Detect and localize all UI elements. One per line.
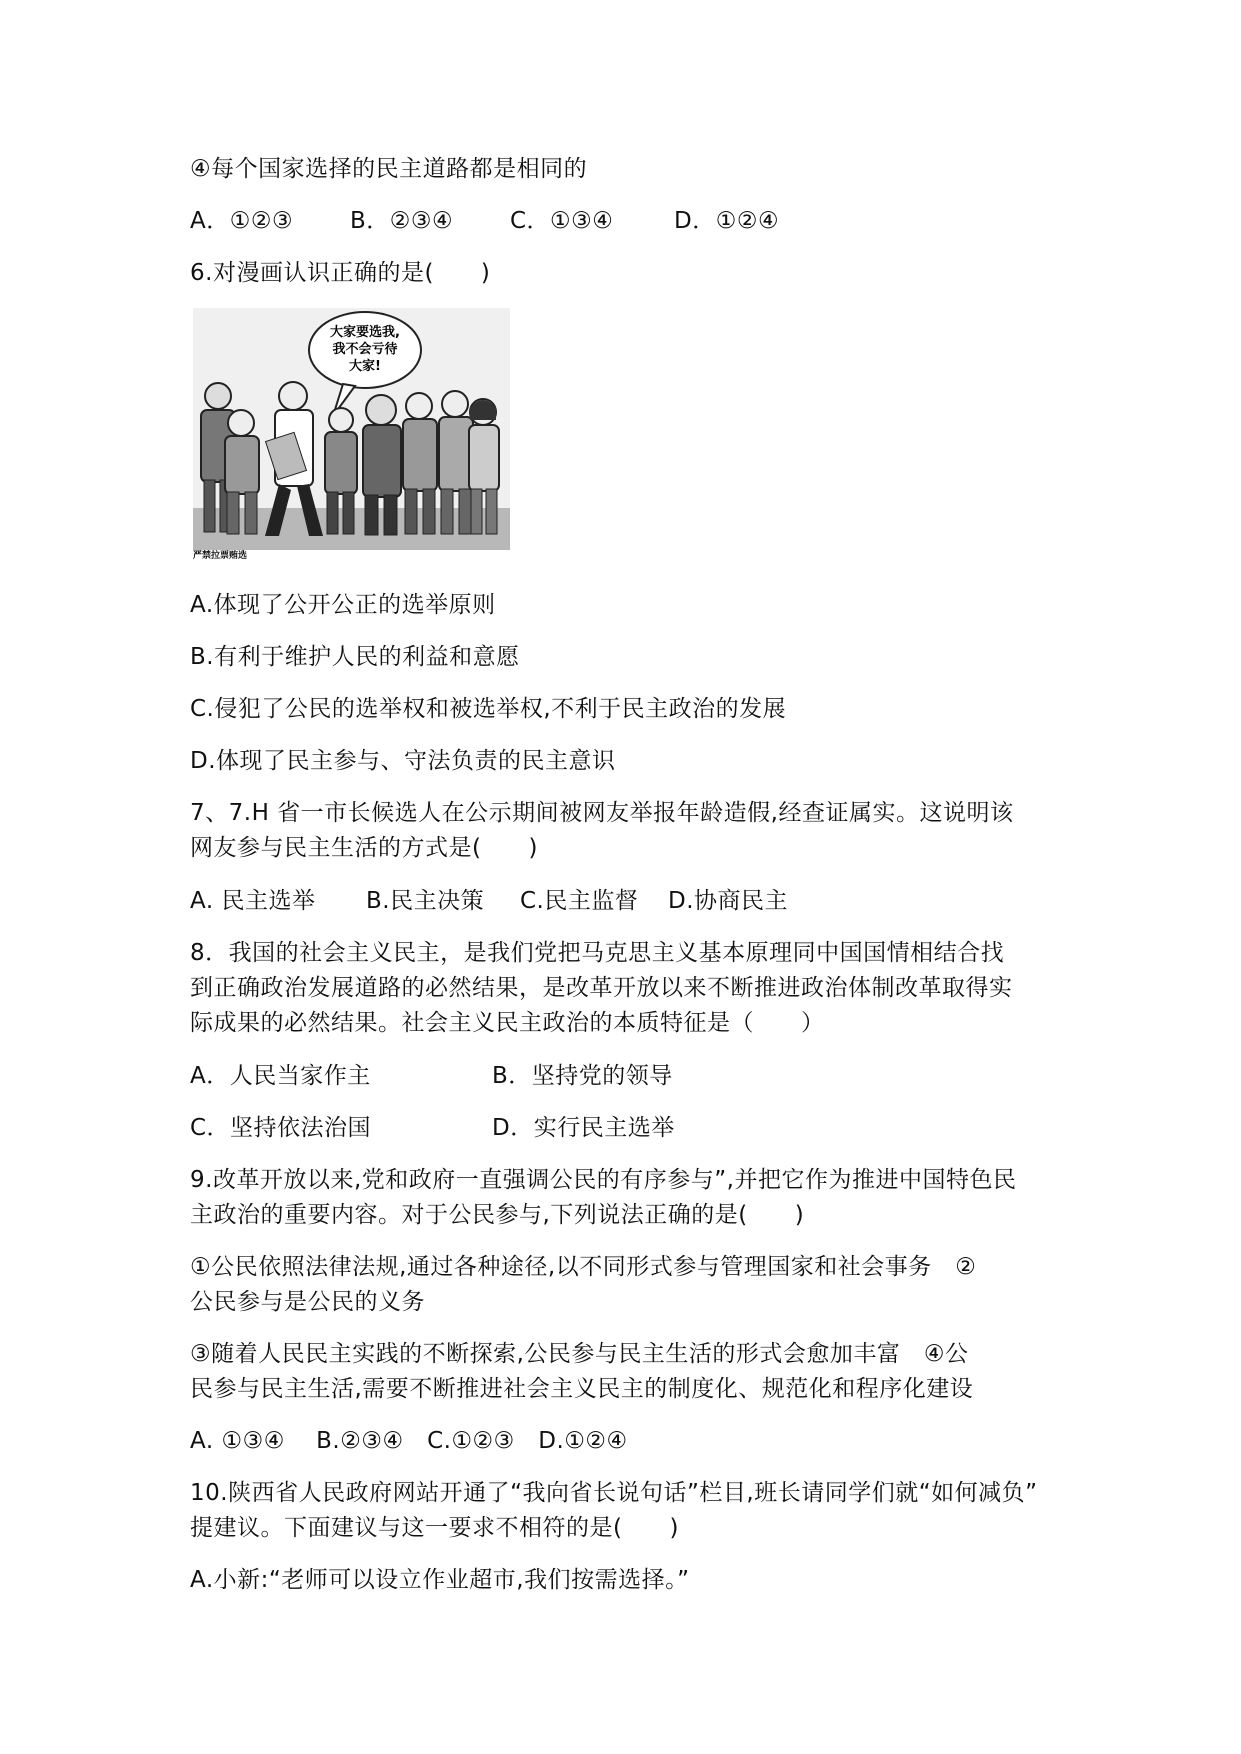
q6-stem: 6.对漫画认识正确的是( ) xyxy=(190,260,491,286)
cartoon-image xyxy=(193,308,510,550)
q6-option-a[interactable]: A.体现了公开公正的选举原则 xyxy=(190,592,496,618)
q9-statement-1-line-2: 公民参与是公民的义务 xyxy=(190,1289,425,1315)
q7-option-d[interactable]: D.协商民主 xyxy=(668,888,789,914)
speech-line-2: 我不会亏待 xyxy=(332,342,398,357)
q8-stem-line-3: 际成果的必然结果。社会主义民主政治的本质特征是（ ） xyxy=(190,1010,825,1036)
q9-statement-3-line-2: 民参与民主生活,需要不断推进社会主义民主的制度化、规范化和程序化建设 xyxy=(190,1376,974,1402)
q5-option-d[interactable]: D．①②④ xyxy=(674,208,780,234)
q7-stem-line-2: 网友参与民主生活的方式是( ) xyxy=(190,835,538,861)
speech-line-3: 大家! xyxy=(349,359,381,374)
q7-option-a[interactable]: A. 民主选举 xyxy=(190,888,316,914)
q6-option-c[interactable]: C.侵犯了公民的选举权和被选举权,不利于民主政治的发展 xyxy=(190,696,787,722)
q5-options xyxy=(190,204,779,238)
q9-stem-line-1: 9.改革开放以来,党和政府一直强调公民的有序参与”,并把它作为推进中国特色民 xyxy=(190,1167,1017,1193)
q8-options-row-1 xyxy=(190,1059,673,1093)
q6-option-b[interactable]: B.有利于维护人民的利益和意愿 xyxy=(190,644,520,670)
q7-option-c[interactable]: C.民主监督 xyxy=(520,888,639,914)
q8-option-d[interactable]: D．实行民主选举 xyxy=(492,1115,675,1141)
q9-statement-3-line-1: ③随着人民民主实践的不断探索,公民参与民主生活的形式会愈加丰富 ④公 xyxy=(190,1341,969,1367)
q8-stem-line-1: 8．我国的社会主义民主，是我们党把马克思主义基本原理同中国国情相结合找 xyxy=(190,940,1005,966)
q6-option-d[interactable]: D.体现了民主参与、守法负责的民主意识 xyxy=(190,748,616,774)
q5-option-a[interactable]: A．①②③ xyxy=(190,208,294,234)
q8-options-row-2 xyxy=(190,1111,675,1145)
q10-stem-line-2: 提建议。下面建议与这一要求不相符的是( ) xyxy=(190,1515,679,1541)
q7-options xyxy=(190,884,788,918)
speech-line-1: 大家要选我, xyxy=(330,325,400,340)
q8-option-c[interactable]: C．坚持依法治国 xyxy=(190,1115,372,1141)
q10-option-a[interactable]: A.小新:“老师可以设立作业超市,我们按需选择。” xyxy=(190,1567,690,1593)
q9-options[interactable]: A. ①③④ B.②③④ C.①②③ D.①②④ xyxy=(190,1428,628,1454)
q7-stem-line-1: 7、7.H 省一市长候选人在公示期间被网友举报年龄造假,经查证属实。这说明该 xyxy=(190,800,1014,826)
q8-stem-line-2: 到正确政治发展道路的必然结果，是改革开放以来不断推进政治体制改革取得实 xyxy=(190,975,1013,1001)
q10-stem-line-1: 10.陕西省人民政府网站开通了“我向省长说句话”栏目,班长请同学们就“如何减负” xyxy=(190,1480,1038,1506)
q8-option-a[interactable]: A．人民当家作主 xyxy=(190,1063,371,1089)
q8-option-b[interactable]: B．坚持党的领导 xyxy=(492,1063,673,1089)
q5-option-c[interactable]: C．①③④ xyxy=(510,208,614,234)
q7-option-b[interactable]: B.民主决策 xyxy=(366,888,485,914)
q5-option-b[interactable]: B．②③④ xyxy=(350,208,454,234)
cartoon-caption: 严禁拉票贿选 xyxy=(193,551,248,561)
q5-statement-4: ④每个国家选择的民主道路都是相同的 xyxy=(190,156,588,182)
q9-stem-line-2: 主政治的重要内容。对于公民参与,下列说法正确的是( ) xyxy=(190,1202,805,1228)
q9-statement-1-line-1: ①公民依照法律法规,通过各种途径,以不同形式参与管理国家和社会事务 ② xyxy=(190,1254,977,1280)
